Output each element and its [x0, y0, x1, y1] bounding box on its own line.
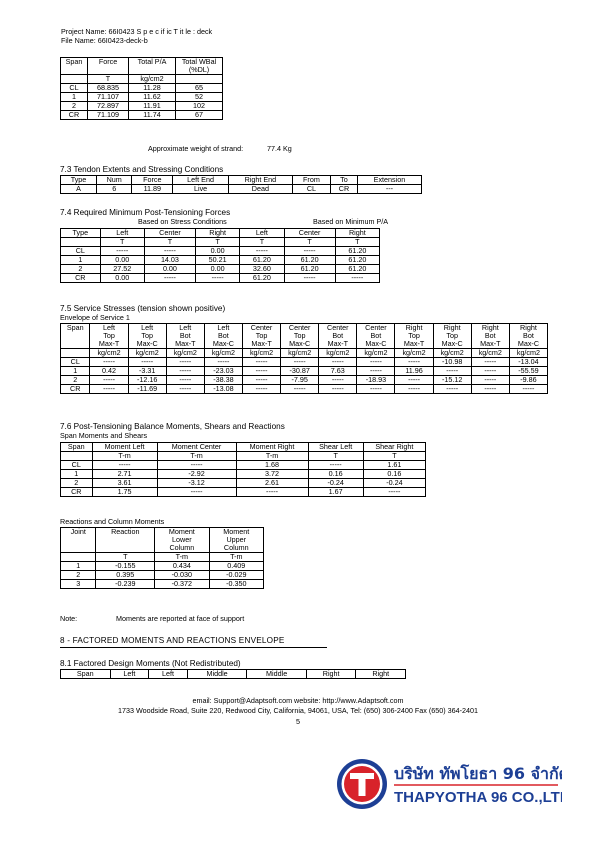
table-cell: -15.12: [433, 376, 471, 385]
column-header: Moment Center: [157, 443, 236, 452]
table-cell: 1.68: [236, 461, 308, 470]
table-cell: -----: [90, 376, 128, 385]
table-cell: 11.89: [132, 185, 173, 194]
table-cell: -----: [240, 247, 284, 256]
section-8-title: 8 - FACTORED MOMENTS AND REACTIONS ENVELOPE: [60, 636, 285, 645]
table-cell: T: [284, 238, 335, 247]
table-row: [61, 111, 223, 120]
table-cell: T: [100, 238, 144, 247]
table-cell: 1: [61, 562, 96, 571]
table-cell: -----: [242, 367, 280, 376]
table-cell: -----: [157, 461, 236, 470]
header-row: [61, 324, 548, 349]
column-header: To: [331, 176, 358, 185]
table-cell: 0.00: [196, 247, 240, 256]
column-header: Center Top Max-C: [281, 324, 319, 349]
column-header: Center Top Max-T: [242, 324, 280, 349]
table-cell: Middle: [247, 670, 307, 679]
group-pa-label: Based on Minimum P/A: [313, 217, 389, 226]
table-cell: 1: [61, 367, 90, 376]
reactions-title: Reactions and Column Moments: [60, 517, 165, 526]
table-cell: -----: [395, 358, 433, 367]
table-cell: T: [88, 75, 129, 84]
factored-moments-table: [60, 669, 406, 679]
table-cell: -----: [395, 376, 433, 385]
section-7-3-title: 7.3 Tendon Extents and Stressing Conditions: [60, 165, 224, 174]
table-row: [61, 470, 426, 479]
table-cell: -----: [196, 274, 240, 283]
table-cell: -----: [471, 367, 509, 376]
section-7-5-title: 7.5 Service Stresses (tension shown positive): [60, 304, 226, 313]
table-cell: kg/cm2: [204, 349, 242, 358]
column-header: Right: [335, 229, 379, 238]
table-cell: -0.030: [155, 571, 209, 580]
section-8-1-title: 8.1 Factored Design Moments (Not Redistributed): [60, 659, 241, 668]
table-cell: -----: [471, 358, 509, 367]
table-row: [61, 479, 426, 488]
table-cell: CL: [61, 358, 90, 367]
column-header: Right Bot Max-C: [509, 324, 547, 349]
table-row: [61, 580, 264, 589]
table-cell: 61.20: [284, 256, 335, 265]
table-cell: -----: [166, 358, 204, 367]
column-header: Left Bot Max-C: [204, 324, 242, 349]
table-cell: 1.75: [92, 488, 157, 497]
table-cell: CR: [61, 385, 90, 394]
table-cell: kg/cm2: [128, 349, 166, 358]
table-cell: 61.20: [335, 256, 379, 265]
table-cell: CR: [331, 185, 358, 194]
table-cell: -----: [144, 247, 195, 256]
column-header: Force: [88, 58, 129, 75]
column-header: Span: [61, 58, 88, 75]
table-cell: T: [335, 238, 379, 247]
column-header: Extension: [357, 176, 421, 185]
table-cell: -----: [433, 385, 471, 394]
table-cell: kg/cm2: [395, 349, 433, 358]
table-cell: T-m: [236, 452, 308, 461]
table-cell: -----: [157, 488, 236, 497]
column-header: Moment Upper Column: [209, 528, 263, 553]
table-cell: 0.395: [96, 571, 155, 580]
table-cell: ---: [357, 185, 421, 194]
table-cell: 71.109: [88, 111, 129, 120]
table-cell: -----: [281, 385, 319, 394]
note-text: Moments are reported at face of support: [116, 614, 245, 623]
column-header: Span: [61, 324, 90, 349]
table-cell: 61.20: [240, 256, 284, 265]
column-header: Right Bot Max-T: [471, 324, 509, 349]
table-cell: -30.87: [281, 367, 319, 376]
column-header: From: [292, 176, 330, 185]
table-cell: -3.12: [157, 479, 236, 488]
table-cell: -3.31: [128, 367, 166, 376]
table-cell: Middle: [187, 670, 247, 679]
table-cell: 0.00: [100, 256, 144, 265]
footer-address: 1733 Woodside Road, Suite 220, Redwood City, California, 94061, USA, Tel: (650) 306-2400 Fax (650) 364-2401: [118, 706, 478, 715]
table-cell: -0.24: [308, 479, 363, 488]
table-cell: T-m: [157, 452, 236, 461]
table-cell: -11.69: [128, 385, 166, 394]
table-cell: -38.38: [204, 376, 242, 385]
header-row: [61, 229, 380, 238]
logo-english-name: THAPYOTHA 96 CO.,LTD.: [394, 789, 562, 806]
table-cell: -----: [90, 358, 128, 367]
table-cell: 1: [61, 256, 101, 265]
table-cell: 2: [61, 376, 90, 385]
column-header: Moment Lower Column: [155, 528, 209, 553]
table-cell: 65: [176, 84, 223, 93]
column-header: Center Bot Max-T: [319, 324, 357, 349]
reactions-table: [60, 527, 264, 589]
table-cell: 11.74: [129, 111, 176, 120]
table-cell: 2: [61, 479, 93, 488]
header-row: [61, 443, 426, 452]
table-cell: 32.60: [240, 265, 284, 274]
table-cell: CR: [61, 274, 101, 283]
column-header: Right: [196, 229, 240, 238]
column-header: Right Top Max-T: [395, 324, 433, 349]
table-cell: -0.24: [363, 479, 425, 488]
table-cell: -----: [90, 385, 128, 394]
table-row: [61, 185, 422, 194]
column-header: Center: [144, 229, 195, 238]
table-cell: 0.16: [363, 470, 425, 479]
table-cell: 3.61: [92, 479, 157, 488]
table-cell: Span: [61, 670, 111, 679]
column-header: Left Bot Max-T: [166, 324, 204, 349]
tendon-table: [60, 175, 422, 194]
table-cell: T: [308, 452, 363, 461]
table-cell: Left: [149, 670, 188, 679]
table-cell: -0.029: [209, 571, 263, 580]
section-7-4-title: 7.4 Required Minimum Post-Tensioning Forces: [60, 208, 231, 217]
table-cell: -18.93: [357, 376, 395, 385]
table-row: [61, 488, 426, 497]
table-cell: -----: [100, 247, 144, 256]
table-cell: 0.00: [100, 274, 144, 283]
column-header: Moment Left: [92, 443, 157, 452]
pt-forces-table: [60, 228, 380, 283]
table-cell: 71.107: [88, 93, 129, 102]
header-row: [61, 58, 223, 75]
table-cell: kg/cm2: [242, 349, 280, 358]
table-cell: -12.16: [128, 376, 166, 385]
header-row: [61, 670, 406, 679]
table-cell: 61.20: [284, 265, 335, 274]
table-cell: -----: [284, 247, 335, 256]
table-cell: -0.372: [155, 580, 209, 589]
page-number: 5: [296, 717, 300, 726]
table-cell: 61.20: [335, 265, 379, 274]
logo-thai-name: บริษัท ทัพโยธา 96 จำกัด: [394, 764, 562, 783]
table-cell: -----: [319, 376, 357, 385]
section-7-6-title: 7.6 Post-Tensioning Balance Moments, Shears and Reactions: [60, 422, 285, 431]
table-cell: CL: [61, 247, 101, 256]
table-cell: 1: [61, 470, 93, 479]
column-header: Center Bot Max-C: [357, 324, 395, 349]
column-header: Shear Left: [308, 443, 363, 452]
table-cell: -----: [281, 358, 319, 367]
column-header: Force: [132, 176, 173, 185]
table-cell: kg/cm2: [90, 349, 128, 358]
column-header: Span: [61, 443, 93, 452]
table-cell: T: [96, 553, 155, 562]
table-cell: Left: [110, 670, 149, 679]
table-cell: 1: [61, 93, 88, 102]
header-row: [61, 528, 264, 553]
table-cell: A: [61, 185, 97, 194]
table-row: [61, 274, 380, 283]
column-header: Right End: [228, 176, 292, 185]
table-cell: kg/cm2: [319, 349, 357, 358]
table-cell: kg/cm2: [471, 349, 509, 358]
table-cell: -----: [166, 376, 204, 385]
service-stress-table: [60, 323, 548, 394]
table-cell: -----: [363, 488, 425, 497]
table-cell: 0.00: [196, 265, 240, 274]
table-cell: Right: [356, 670, 406, 679]
section-7-5-subtitle: Envelope of Service 1: [60, 313, 130, 322]
table-cell: -----: [166, 385, 204, 394]
table-cell: 11.91: [129, 102, 176, 111]
table-cell: T-m: [92, 452, 157, 461]
table-cell: 2: [61, 571, 96, 580]
table-cell: Right: [306, 670, 356, 679]
column-header: Num: [97, 176, 132, 185]
table-cell: -----: [242, 385, 280, 394]
table-cell: -13.08: [204, 385, 242, 394]
table-cell: T: [240, 238, 284, 247]
table-cell: -55.59: [509, 367, 547, 376]
table-cell: -----: [509, 385, 547, 394]
table-cell: 1.67: [308, 488, 363, 497]
table-cell: -----: [204, 358, 242, 367]
table-cell: 0.16: [308, 470, 363, 479]
table-row: [61, 461, 426, 470]
table-cell: 2: [61, 102, 88, 111]
file-line: File Name: 66I0423-deck-b: [61, 36, 148, 45]
table-cell: T: [363, 452, 425, 461]
table-cell: -----: [471, 385, 509, 394]
table-cell: kg/cm2: [129, 75, 176, 84]
table-cell: -0.239: [96, 580, 155, 589]
table-cell: -----: [308, 461, 363, 470]
table-cell: CL: [61, 84, 88, 93]
table-cell: -----: [357, 358, 395, 367]
table-cell: 61.20: [335, 247, 379, 256]
table-cell: 52: [176, 93, 223, 102]
units-row: [61, 452, 426, 461]
table-cell: 61.20: [240, 274, 284, 283]
table-cell: -----: [284, 274, 335, 283]
table-cell: -----: [357, 367, 395, 376]
table-cell: -9.86: [509, 376, 547, 385]
footer-contact: email: Support@Adaptsoft.com website: http://www.Adaptsoft.com: [192, 696, 404, 705]
company-logo: [336, 756, 562, 812]
table-cell: kg/cm2: [281, 349, 319, 358]
table-cell: 0.409: [209, 562, 263, 571]
table-cell: -----: [471, 376, 509, 385]
table-cell: 0.434: [155, 562, 209, 571]
section-7-6-subtitle: Span Moments and Shears: [60, 431, 148, 440]
table-cell: T: [196, 238, 240, 247]
column-header: Type: [61, 176, 97, 185]
table-cell: -----: [319, 358, 357, 367]
table-cell: 102: [176, 102, 223, 111]
column-header: Moment Right: [236, 443, 308, 452]
column-header: Center: [284, 229, 335, 238]
strand-weight-value: 77.4 Kg: [267, 144, 292, 153]
table-cell: -0.350: [209, 580, 263, 589]
column-header: Type: [61, 229, 101, 238]
table-cell: 0.00: [144, 265, 195, 274]
company-logo-mark: [336, 756, 562, 812]
column-header: Total P/A: [129, 58, 176, 75]
table-cell: -2.92: [157, 470, 236, 479]
table-cell: -13.04: [509, 358, 547, 367]
table-cell: CL: [61, 461, 93, 470]
table-cell: -----: [433, 367, 471, 376]
group-stress-label: Based on Stress Conditions: [138, 217, 227, 226]
table-cell: Live: [173, 185, 229, 194]
table-cell: 11.62: [129, 93, 176, 102]
section-8-underline: [60, 647, 327, 648]
table-cell: T: [144, 238, 195, 247]
table-cell: 3.72: [236, 470, 308, 479]
table-cell: CL: [292, 185, 330, 194]
table-cell: 68.835: [88, 84, 129, 93]
table-cell: 11.28: [129, 84, 176, 93]
table-row: [61, 385, 548, 394]
table-cell: 67: [176, 111, 223, 120]
summary-table: [60, 57, 223, 120]
table-cell: Dead: [228, 185, 292, 194]
column-header: Joint: [61, 528, 96, 553]
column-header: Left: [100, 229, 144, 238]
table-cell: T-m: [155, 553, 209, 562]
table-cell: -0.155: [96, 562, 155, 571]
table-cell: 3: [61, 580, 96, 589]
table-cell: 0.42: [90, 367, 128, 376]
table-cell: 27.52: [100, 265, 144, 274]
table-cell: -7.95: [281, 376, 319, 385]
column-header: Left Top Max-T: [90, 324, 128, 349]
column-header: Reaction: [96, 528, 155, 553]
table-cell: 2.61: [236, 479, 308, 488]
column-header: Total WBal (%DL): [176, 58, 223, 75]
table-cell: -----: [144, 274, 195, 283]
table-cell: -----: [319, 385, 357, 394]
table-cell: T-m: [209, 553, 263, 562]
table-cell: 14.03: [144, 256, 195, 265]
table-cell: kg/cm2: [166, 349, 204, 358]
table-cell: 1.61: [363, 461, 425, 470]
column-header: Shear Right: [363, 443, 425, 452]
table-cell: -----: [128, 358, 166, 367]
note-label: Note:: [60, 614, 78, 623]
table-cell: -----: [236, 488, 308, 497]
table-cell: CR: [61, 111, 88, 120]
table-cell: 7.63: [319, 367, 357, 376]
table-cell: CR: [61, 488, 93, 497]
table-cell: kg/cm2: [357, 349, 395, 358]
table-cell: -----: [242, 376, 280, 385]
column-header: Left: [240, 229, 284, 238]
table-cell: -----: [395, 385, 433, 394]
table-cell: 11.96: [395, 367, 433, 376]
table-cell: -10.98: [433, 358, 471, 367]
table-cell: 6: [97, 185, 132, 194]
table-cell: 2: [61, 265, 101, 274]
table-cell: 2.71: [92, 470, 157, 479]
table-cell: -----: [335, 274, 379, 283]
column-header: Left Top Max-C: [128, 324, 166, 349]
table-cell: kg/cm2: [509, 349, 547, 358]
table-cell: 50.21: [196, 256, 240, 265]
table-cell: -23.03: [204, 367, 242, 376]
table-cell: 72.897: [88, 102, 129, 111]
strand-weight-label: Approximate weight of strand:: [148, 144, 244, 153]
table-cell: -----: [242, 358, 280, 367]
column-header: Right Top Max-C: [433, 324, 471, 349]
table-cell: -----: [357, 385, 395, 394]
table-cell: -----: [92, 461, 157, 470]
balance-moments-table: [60, 442, 426, 497]
table-cell: kg/cm2: [433, 349, 471, 358]
column-header: Left End: [173, 176, 229, 185]
table-cell: -----: [166, 367, 204, 376]
project-line: Project Name: 66I0423 S p e c if ic T it le : deck: [61, 27, 213, 36]
